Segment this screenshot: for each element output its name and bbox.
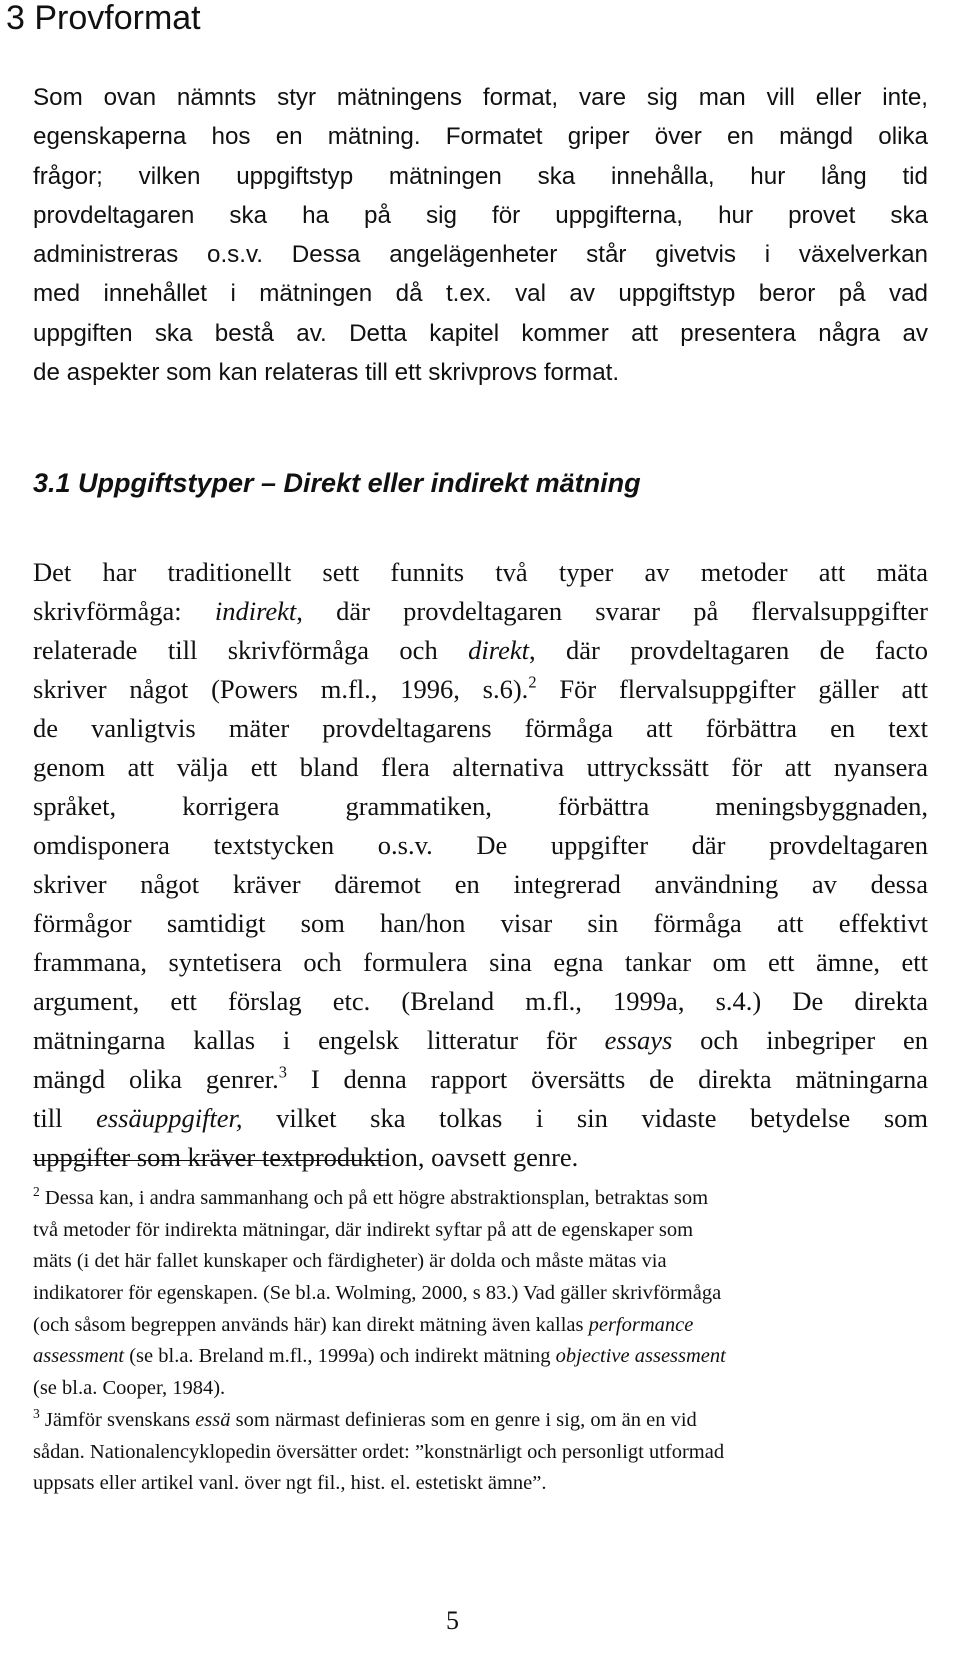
body-line: Det har traditionellt sett funnits två typer av metoder att mäta bbox=[33, 557, 928, 587]
intro-line: med innehållet i mätningen då t.ex. val av uppgiftstyp beror på vad bbox=[33, 280, 928, 308]
body-line: argument, ett förslag etc. (Breland m.fl., 1999a, s.4.) De direkta bbox=[33, 986, 928, 1016]
body-line: frammana, syntetisera och formulera sina egna tankar om ett ämne, ett bbox=[33, 947, 928, 977]
footnote-2-line bbox=[33, 1310, 928, 1342]
body-line: uppgifter som kräver textproduktion, oavsett genre. bbox=[33, 1142, 579, 1172]
body-line: förmågor samtidigt som han/hon visar sin förmåga att effektivt bbox=[33, 908, 928, 938]
intro-line: frågor; vilken uppgiftstyp mätningen ska innehålla, hur lång tid bbox=[33, 162, 928, 190]
body-line: språket, korrigera grammatiken, förbättra meningsbyggnaden, bbox=[33, 791, 928, 821]
footnote-separator bbox=[33, 1160, 388, 1161]
body-line: skriver något kräver däremot en integrerad användning av dessa bbox=[33, 869, 928, 899]
emphasis-term: essays bbox=[604, 1025, 673, 1055]
page-number: 5 bbox=[446, 1606, 459, 1635]
body-line: omdisponera textstycken o.s.v. De uppgifter där provdeltagaren bbox=[33, 830, 928, 860]
text-run: I denna rapport översätts de direkta mätningarna bbox=[286, 1064, 928, 1094]
footnote-2-line bbox=[33, 1341, 928, 1373]
text-run: till bbox=[33, 1103, 97, 1133]
body-line bbox=[33, 1099, 928, 1138]
footnote-3-line bbox=[33, 1405, 928, 1437]
intro-paragraph bbox=[33, 78, 928, 392]
intro-line: uppgiften ska bestå av. Detta kapitel kommer att presentera några av bbox=[33, 319, 928, 347]
emphasis-term: performance bbox=[588, 1313, 694, 1336]
intro-line: Som ovan nämnts styr mätningens format, vare sig man vill eller inte, bbox=[33, 84, 928, 111]
chapter-heading: 3 Provformat bbox=[6, 0, 201, 37]
body-line: genom att välja ett bland flera alternativa uttryckssätt för att nyansera bbox=[33, 752, 928, 782]
emphasis-term: assessment bbox=[33, 1345, 125, 1368]
emphasis-term: essäuppgifter, bbox=[96, 1103, 243, 1133]
emphasis-term: indirekt bbox=[214, 596, 297, 626]
text-run: , där provdeltagaren svarar på flervalsuppgifter bbox=[296, 596, 928, 626]
text-run: För flervalsuppgifter gäller att bbox=[536, 674, 928, 704]
footnote-2-line: (se bl.a. Cooper, 1984). bbox=[33, 1377, 226, 1400]
text-run: (se bl.a. Breland m.fl., 1999a) och indirekt mätning bbox=[124, 1345, 556, 1368]
body-paragraph bbox=[33, 553, 928, 1177]
footnote-3-line: sådan. Nationalencyklopedin översätter ordet: ”konstnärligt och personligt utformad bbox=[33, 1440, 725, 1463]
section-heading: 3.1 Uppgiftstyper – Direkt eller indirekt mätning bbox=[33, 468, 641, 498]
body-line bbox=[33, 1060, 928, 1099]
footnote-ref-2: 2 bbox=[528, 672, 537, 692]
footnote-3-line: uppsats eller artikel vanl. över ngt fil., hist. el. estetiskt ämne”. bbox=[33, 1472, 547, 1495]
body-line bbox=[33, 670, 928, 709]
text-run: mätningarna kallas i engelsk litteratur för bbox=[33, 1025, 605, 1055]
text-run: (och såsom begreppen används här) kan direkt mätning även kallas bbox=[33, 1313, 589, 1336]
text-run: Dessa kan, i andra sammanhang och på ett högre abstraktionsplan, betraktas som bbox=[39, 1187, 709, 1209]
emphasis-term: essä bbox=[195, 1408, 231, 1431]
body-line bbox=[33, 1021, 928, 1060]
text-run: och inbegriper en bbox=[672, 1025, 928, 1055]
footnotes bbox=[33, 1183, 928, 1500]
emphasis-term: objective assessment bbox=[555, 1345, 726, 1368]
footnote-number: 3 bbox=[33, 1405, 40, 1421]
body-line bbox=[33, 631, 928, 670]
intro-line: de aspekter som kan relateras till ett skrivprovs format. bbox=[33, 359, 620, 387]
text-run: skrivförmåga: bbox=[33, 596, 215, 626]
footnote-2-line bbox=[33, 1183, 928, 1215]
footnote-2-line: mäts (i det här fallet kunskaper och färdigheter) är dolda och måste mätas via bbox=[33, 1250, 667, 1273]
text-run: vilket ska tolkas i sin vidaste betydelse som bbox=[242, 1103, 928, 1133]
text-run: , där provdeltagaren de facto bbox=[528, 635, 929, 665]
footnote-2-line: två metoder för indirekta mätningar, där indirekt syftar på att de egenskaper som bbox=[33, 1218, 694, 1241]
text-run: Jämför svenskans bbox=[39, 1408, 196, 1431]
body-line: de vanligtvis mäter provdeltagarens förmåga att förbättra en text bbox=[33, 713, 928, 743]
footnote-number: 2 bbox=[33, 1183, 40, 1199]
emphasis-term: direkt bbox=[468, 635, 529, 665]
body-line bbox=[33, 592, 928, 631]
footnote-2-line: indikatorer för egenskapen. (Se bl.a. Wolming, 2000, s 83.) Vad gäller skrivförmåga bbox=[33, 1282, 722, 1305]
text-run: relaterade till skrivförmåga och bbox=[33, 635, 469, 665]
intro-line: administreras o.s.v. Dessa angelägenheter står givetvis i växelverkan bbox=[33, 241, 928, 269]
intro-line: egenskaperna hos en mätning. Formatet griper över en mängd olika bbox=[33, 123, 928, 151]
text-run: som närmast definieras som en genre i sig, om än en vid bbox=[230, 1408, 697, 1431]
footnote-ref-3: 3 bbox=[278, 1062, 287, 1082]
text-run: skriver något (Powers m.fl., 1996, s.6). bbox=[33, 674, 529, 704]
intro-line: provdeltagaren ska ha på sig för uppgifterna, hur provet ska bbox=[33, 201, 928, 229]
text-run: mängd olika genrer. bbox=[33, 1064, 279, 1094]
